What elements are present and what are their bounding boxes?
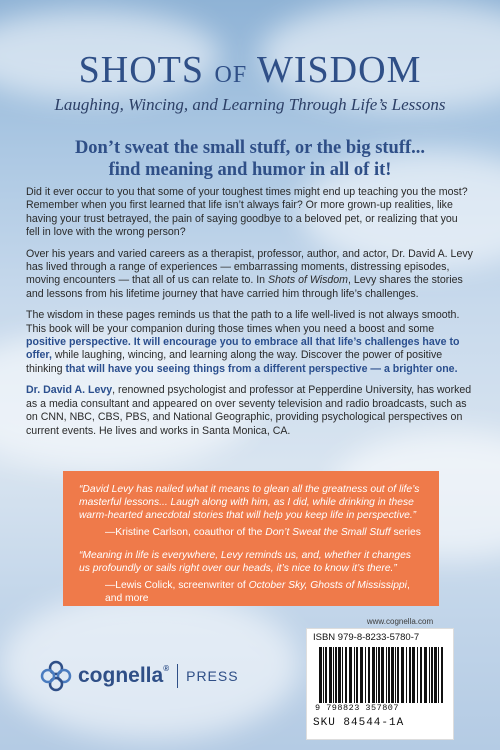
barcode-bar: [319, 647, 322, 703]
trademark-mark: ®: [163, 664, 170, 673]
barcode-bar: [424, 647, 427, 703]
endorsement-quote: “David Levy has nailed what it means to glean all the greatness out of life’s masterful lessons... Laugh along with him, as I did, while drinking in these warm-hearted anecdotal stories that will help you keep life in perspective.”: [79, 484, 420, 521]
barcode-bar: [342, 647, 343, 703]
barcode-bar: [412, 647, 415, 703]
barcode-bar: [406, 647, 407, 703]
description-paragraph-3: [26, 309, 474, 376]
barcode-bar: [417, 647, 418, 703]
barcode-bar: [333, 647, 334, 703]
endorsement-attribution: [105, 526, 423, 539]
text-run: , Levy shares the stories and lessons from his lifetime journey that have carried him through life’s challenges.: [26, 274, 463, 300]
barcode-bar: [354, 647, 355, 703]
barcode-bar: [420, 647, 422, 703]
book-title: [0, 48, 500, 92]
barcode-icon: [317, 647, 445, 703]
text-run: , and more: [105, 580, 410, 604]
description: [26, 186, 474, 446]
barcode-bar: [434, 647, 437, 703]
publisher-name: [78, 664, 169, 688]
title-of: OF: [214, 62, 248, 88]
barcode-bar: [325, 647, 327, 703]
tagline-line-2: find meaning and humor in all of it!: [108, 160, 392, 180]
text-run: Over his years and varied careers as a therapist, professor, author, and actor, Dr. David A. Levy has lived through a range of experiences — embarrassing moments, distressing episodes, moving encounters — that all of us can relate to. In: [26, 247, 473, 287]
barcode-bar: [372, 647, 375, 703]
publisher-imprint: PRESS: [186, 668, 239, 684]
barcode-bar: [381, 647, 384, 703]
barcode-bar: [397, 647, 399, 703]
book-subtitle: Laughing, Wincing, and Learning Through Life’s Lessons: [54, 95, 446, 114]
barcode-bar: [395, 647, 396, 703]
publisher-name-text: cognella: [78, 664, 164, 687]
isbn-label: ISBN 979-8-8233-5780-7: [313, 632, 420, 643]
work-title: October Sky, Ghosts of Mississippi: [248, 580, 407, 591]
barcode-bar: [378, 647, 380, 703]
endorsements-box: [63, 471, 439, 606]
barcode-bar: [429, 647, 430, 703]
publisher-logo: [40, 661, 239, 691]
barcode-bar: [365, 647, 366, 703]
isbn-digits: 9 798823 357807: [315, 703, 400, 713]
logo-divider: [177, 664, 178, 688]
barcode-box: [306, 628, 454, 740]
barcode-bar: [338, 647, 341, 703]
tagline: [20, 137, 480, 181]
barcode-bar: [329, 647, 332, 703]
text-run: series: [390, 527, 421, 538]
title-shots: SHOTS: [78, 49, 205, 91]
barcode-bar: [360, 647, 363, 703]
barcode-bar: [409, 647, 411, 703]
author-name: Dr. David A. Levy: [26, 384, 113, 397]
cognella-flower-icon: [40, 660, 72, 692]
book-title-inline: Shots of Wisdom: [268, 274, 349, 287]
barcode-bar: [368, 647, 370, 703]
barcode-bar: [323, 647, 324, 703]
description-paragraph-1: Did it ever occur to you that some of your toughest times might end up teaching you the most? Remember when you first learned that life isn’t always fair? Or more grown-up realities, like having your trust betrayed, the pain of saying goodbye to a beloved pet, or realizing that you fell in love with the wrong person?: [26, 186, 468, 239]
sku-label: SKU 84544-1A: [313, 717, 405, 729]
endorsement-quote: “Meaning in life is everywhere, Levy reminds us, and, whether it changes us profoundly or sails right over our heads, it’s nice to know it’s there.”: [79, 550, 411, 574]
barcode-bar: [356, 647, 358, 703]
work-title: Don’t Sweat the Small Stuff: [265, 527, 391, 538]
description-paragraph-2: [26, 248, 474, 302]
barcode-bar: [349, 647, 352, 703]
text-run: —Kristine Carlson, coauthor of the: [105, 527, 266, 538]
barcode-bar: [391, 647, 394, 703]
text-run: —Lewis Colick, screenwriter of: [105, 580, 249, 591]
author-bio: [26, 384, 474, 438]
barcode-bar: [335, 647, 337, 703]
publisher-url: www.cognella.com: [366, 617, 434, 626]
text-run: The wisdom in these pages reminds us that the path to a life well-lived is not always smooth. This book will be your companion during those times when you need a boost and some: [26, 309, 460, 335]
barcode-bar: [386, 647, 387, 703]
barcode-bar: [438, 647, 439, 703]
text-run: while laughing, wincing, and learning along the way. Discover the power of positive thinking: [26, 349, 443, 375]
barcode-bar: [388, 647, 390, 703]
highlight-text: that will have you seeing things from a different perspective — a brighter one.: [65, 362, 458, 375]
text-run: , renowned psychologist and professor at Pepperdine University, has worked as a media consultant and appeared on over seventy television and radio broadcasts, such as on CNN, NBC, CBS, PBS, and National Geographic, providing psychological perspectives on current events. He lives and works in Santa Monica, CA.: [26, 384, 472, 437]
highlight-text: positive perspective. It will encourage you to embrace all that life’s challenges have to offer,: [26, 336, 460, 362]
title-wisdom: WISDOM: [257, 49, 422, 91]
barcode-bar: [401, 647, 404, 703]
barcode-bar: [441, 647, 443, 703]
barcode-bar: [345, 647, 347, 703]
barcode-bar: [376, 647, 377, 703]
barcode-bar: [431, 647, 433, 703]
tagline-line-1: Don’t sweat the small stuff, or the big stuff...: [74, 138, 426, 158]
endorsement-attribution: [105, 579, 423, 605]
